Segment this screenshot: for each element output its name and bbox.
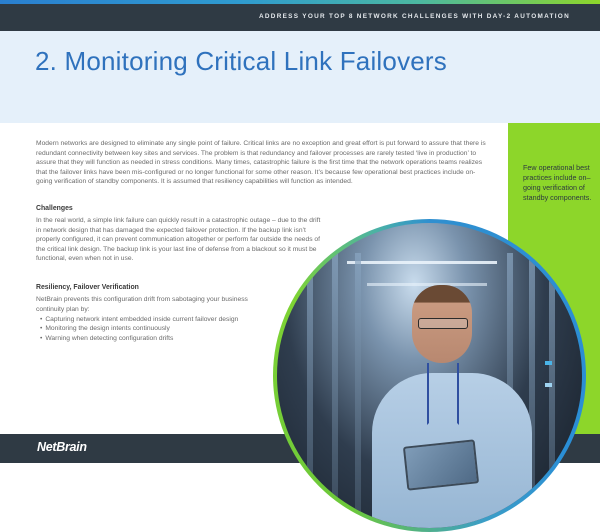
server-room-photo [277,223,582,528]
page-title: 2. Monitoring Critical Link Failovers [35,46,447,76]
status-light [545,361,552,365]
status-light [545,383,552,387]
server-rack [332,253,338,528]
header-kicker: ADDRESS YOUR TOP 8 NETWORK CHALLENGES WITH DAY-2 AUTOMATION [258,13,570,20]
intro-paragraph: Modern networks are designed to eliminate any single point of failure. Critical links are no exception and great effort is put forward to assure that there is redundant connectivity between key sites and services. The problem is that redundancy and failover processes are rarely tested ‘live in production’ to assure that they will function as needed in stress conditions. Many times, catastrophic failure is the first time that the network operations teams realizes that the failover links have been mis-configured or no longer functional for some other reason. It’s because few operational best practices include on-going verification of standby components. It is assumed that resiliency capabilities will function as intended. [36,140,486,185]
resiliency-paragraph: NetBrain prevents this configuration drift from sabotaging your business continuity plan by: [36,296,248,313]
resiliency-bullet-list [40,315,238,343]
lanyard [427,363,459,425]
resiliency-heading: Resiliency, Failover Verification [36,284,139,291]
bullet-item: • Capturing network intent embedded inside current failover design [40,315,238,324]
ceiling-light [367,283,487,286]
server-rack [355,253,361,528]
bullet-item: • Monitoring the design intents continuously [40,324,238,333]
challenges-paragraph: In the real world, a simple link failure can quickly result in a catastrophic outage – due to the drift in network design that has damaged the expected failover protection. If the backup link isn’t properly configured, it can prevent communication altogether or perform far outside the needs of the critical link design. The backup link is your last line of defense from a blackout so it must be functional, even when not in use. [36,217,321,262]
server-rack [307,253,313,528]
server-rack [549,253,555,528]
challenges-heading: Challenges [36,205,73,212]
tablet [403,439,479,490]
title-band [0,31,600,123]
header-band [0,4,600,31]
glasses [418,318,468,329]
ceiling-light [347,261,497,264]
netbrain-logo: NetBrain [37,440,87,454]
bullet-item: • Warning when detecting configuration drifts [40,334,238,343]
callout-text: Few operational best practices include on–going verification of standby components. [523,163,592,202]
